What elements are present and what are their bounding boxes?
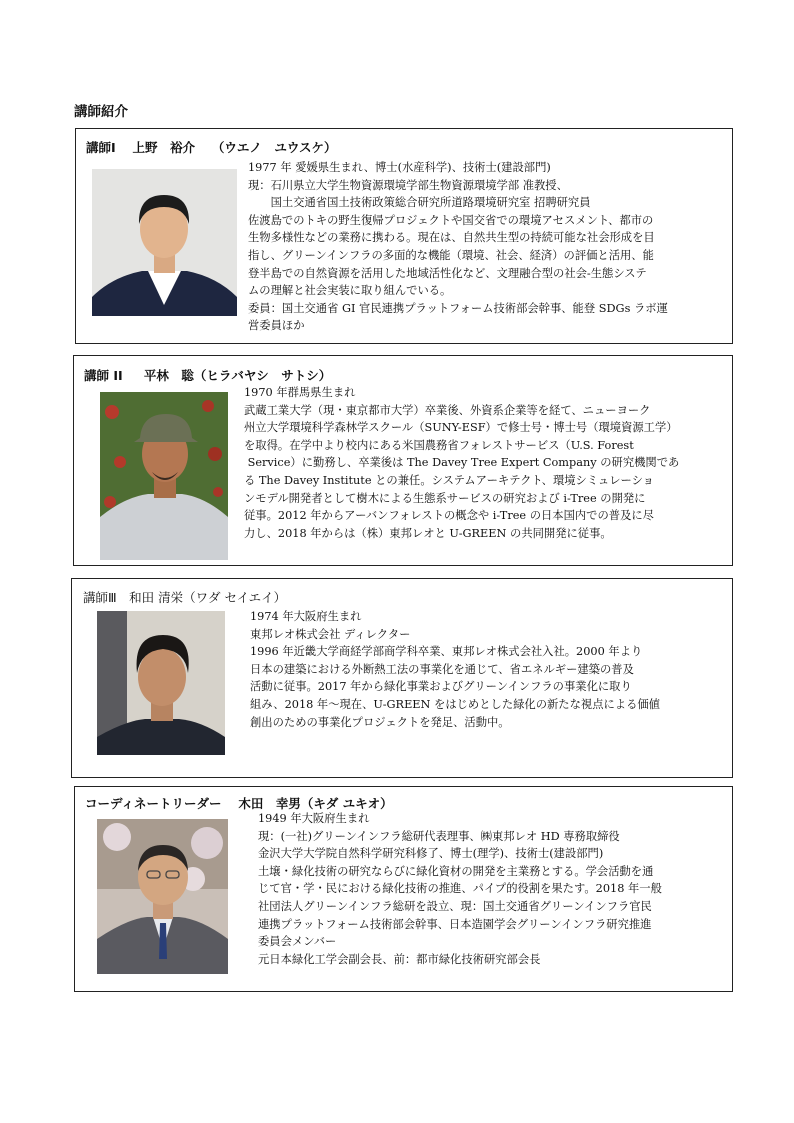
bio-line: 活動に従事。2017 年から緑化事業およびグリーンインフラの事業化に取り (250, 680, 632, 694)
bio-line: 生物多様性などの業務に携わる。現在は、自然共生型の持続可能な社会形成を目 (248, 231, 655, 245)
speaker-1-title: 講師Ⅰ 上野 裕介 （ウエノ ユウスケ） (86, 140, 337, 155)
bio-line: ムの理解と社会実装に取り組んでいる。 (248, 284, 452, 298)
bio-line: 州立大学環境科学森林学スクール（SUNY-ESF）で修士号・博士号（環境資源工学） (244, 421, 678, 435)
bio-line: 従事。2012 年からアーバンフォレストの概念や i-Tree の日本国内での普及に尽 (244, 509, 654, 523)
bio-line: Service）に勤務し、卒業後は The Davey Tree Expert Company の研究機関であ (244, 456, 680, 470)
page-heading: 講師紹介 (74, 104, 128, 120)
bio-line: 元日本緑化工学会副会長、前：都市緑化技術研究部会長 (258, 952, 541, 966)
bio-line: 1970 年群馬県生まれ (244, 386, 356, 399)
bio-line: 現：石川県立大学生物資源環境学部生物資源環境学部 准教授、 (248, 178, 568, 192)
bio-line: ンモデル開発者として樹木による生態系サービスの研究および i-Tree の開発に (244, 491, 646, 505)
speaker-3-photo (97, 611, 225, 755)
speaker-1-photo (92, 169, 237, 316)
bio-line: 組み、2018 年～現在、U-GREEN をはじめとした緑化の新たな視点による価値 (250, 697, 660, 711)
bio-line: 国土交通省国土技術政策総合研究所道路環境研究室 招聘研究員 (248, 196, 591, 210)
bio-line: 営委員ほか (248, 319, 305, 333)
bio-line: 1949 年大阪府生まれ (258, 812, 370, 825)
speaker-card-2 (73, 355, 733, 566)
bio-line: じて官・学・民における緑化技術の推進、パイプ的役割を果たす。2018 年一般 (258, 882, 662, 896)
speaker-card-3 (71, 578, 733, 778)
speaker-4-bio (258, 810, 728, 968)
bio-line: 現：(一社)グリーンインフラ総研代表理事、㈱東邦レオ HD 専務取締役 (258, 829, 620, 843)
speaker-2-bio (244, 384, 728, 542)
bio-line: 佐渡島でのトキの野生復帰プロジェクトや国交省での環境アセスメント、都市の (248, 213, 654, 227)
bio-line: 武蔵工業大学（現・東京都市大学）卒業後、外資系企業等を経て、ニューヨーク (244, 403, 651, 417)
speaker-1-bio (248, 159, 728, 335)
bio-line: 1977 年 愛媛県生まれ、博士(水産科学)、技術士(建設部門) (248, 161, 551, 174)
bio-line: 日本の建築における外断熱工法の事業化を通じて、省エネルギー建築の普及 (250, 662, 634, 676)
speaker-card-4 (74, 786, 733, 992)
bio-line: 創出のための事業化プロジェクトを発足、活動中。 (250, 715, 510, 729)
speaker-3-bio (250, 608, 728, 731)
speaker-4-title: コーディネートリーダー 木田 幸男（キダ ユキオ） (85, 796, 393, 811)
bio-line: 委員：国土交通省 GI 官民連携プラットフォーム技術部会幹事、能登 SDGs ラボ運 (248, 301, 668, 315)
bio-line: る The Davey Institute との兼任。システムアーキテクト、環境シミュレーショ (244, 473, 654, 487)
bio-line: 指し、グリーンインフラの多面的な機能（環境、社会、経済）の評価と活用、能 (248, 248, 654, 262)
bio-line: 社団法人グリーンインフラ総研を設立、現：国土交通省グリーンインフラ官民 (258, 899, 652, 913)
speaker-2-title: 講師 II 平林 聡（ヒラバヤシ サトシ） (84, 368, 332, 383)
bio-line: 土壌・緑化技術の研究ならびに緑化資材の開発を主業務とする。学会活動を通 (258, 864, 654, 878)
speaker-4-photo (97, 819, 228, 974)
bio-line: 連携プラットフォーム技術部会幹事、日本造園学会グリーンインフラ研究推進 (258, 917, 652, 931)
bio-line: 1974 年大阪府生まれ (250, 610, 362, 623)
bio-line: 登半島での自然資源を活用した地域活性化など、文理融合型の社会-生態システ (248, 266, 647, 280)
bio-line: 東邦レオ株式会社 ディレクター (250, 627, 411, 641)
bio-line: 1996 年近畿大学商経学部商学科卒業、東邦レオ株式会社入社。2000 年より (250, 645, 643, 659)
speaker-card-1 (75, 128, 733, 344)
bio-line: を取得。在学中より校内にある米国農務省フォレストサービス（U.S. Forest (244, 438, 634, 452)
bio-line: 力し、2018 年からは（株）東邦レオと U-GREEN の共同開発に従事。 (244, 526, 612, 540)
bio-line: 金沢大学大学院自然科学研究科修了、博士(理学)、技術士(建設部門) (258, 847, 604, 861)
bio-line: 委員会メンバー (258, 935, 337, 949)
speaker-3-title: 講師Ⅲ 和田 清栄（ワダ セイエイ） (83, 590, 287, 605)
speaker-2-photo (100, 392, 228, 560)
